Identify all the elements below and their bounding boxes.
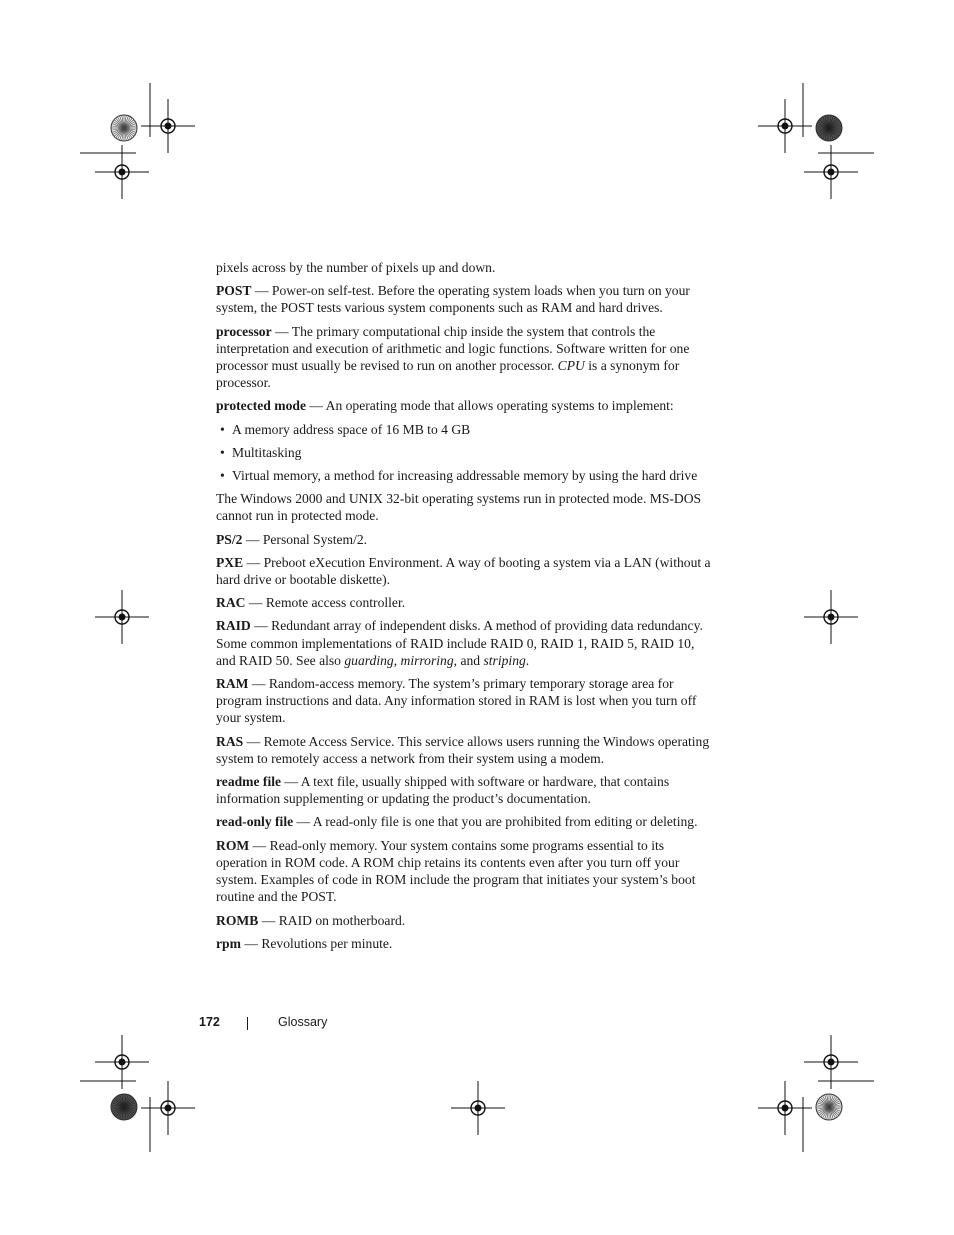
color-target-icon: [111, 1094, 137, 1120]
crosshair-icon: [758, 1081, 812, 1135]
term-post: POST: [216, 283, 252, 299]
separator-text: , and: [453, 652, 484, 668]
definition-rpm: — Revolutions per minute.: [240, 935, 393, 951]
footer-divider: [247, 1017, 248, 1030]
definition-protected-mode: — An operating mode that allows operating systems to implement:: [305, 398, 674, 414]
bullet-icon: •: [220, 421, 225, 437]
entry-ps2: [216, 531, 716, 548]
crosshair-icon: [141, 1081, 195, 1135]
definition-processor-end: is a synonym for processor.: [216, 358, 680, 391]
color-target-icon: [816, 115, 842, 141]
entry-rac: [216, 594, 716, 611]
page-number: 172: [199, 1015, 220, 1029]
entry-post: [216, 282, 716, 316]
definition-read-only-file: — A read-only file is one that you are prohibited from editing or deleting.: [293, 814, 698, 830]
entry-rpm: [216, 935, 716, 952]
crosshair-icon: [141, 99, 195, 153]
separator-text: ,: [393, 652, 401, 668]
term-ps2: PS/2: [216, 531, 243, 547]
entry-protected-mode: [216, 397, 716, 414]
term-protected-mode: protected mode: [216, 398, 306, 414]
definition-readme-file: — A text file, usually shipped with software or hardware, that contains information supplementing or updating the product’s documentation.: [216, 774, 670, 807]
definition-rac: — Remote access controller.: [245, 595, 406, 611]
definition-processor: — The primary computational chip inside the system that controls the interpretation and execution of arithmetic and logic functions. Software written for one processor must usually be revised to run on another processor.: [216, 323, 690, 374]
glossary-body: [216, 259, 716, 958]
crosshair-icon: [95, 590, 149, 644]
color-target-icon: [816, 1094, 842, 1120]
entry-pxe: [216, 554, 716, 588]
list-item: [216, 444, 716, 461]
list-item: [216, 467, 716, 484]
term-read-only-file: read-only file: [216, 814, 294, 830]
protected-mode-note: The Windows 2000 and UNIX 32-bit operating systems run in protected mode. MS-DOS cannot run in protected mode.: [216, 491, 702, 524]
list-item-text: A memory address space of 16 MB to 4 GB: [232, 421, 471, 437]
separator-text: .: [525, 652, 530, 668]
term-pxe: PXE: [216, 554, 244, 570]
italic-mirroring: mirroring: [400, 652, 454, 668]
bullet-icon: •: [220, 444, 225, 460]
intro-text: pixels across by the number of pixels up and down.: [216, 260, 496, 275]
term-processor: processor: [216, 323, 272, 339]
definition-rom: — Read-only memory. Your system contains some programs essential to its operation in ROM code. A ROM chip retains its contents even after you turn off your system. Examples of code in ROM include the program that initiates your system’s boot routine and the POST.: [216, 837, 696, 905]
definition-pxe: — Preboot eXecution Environment. A way of booting a system via a LAN (without a hard drive or bootable diskette).: [216, 554, 711, 588]
italic-guarding: guarding: [344, 652, 394, 668]
entry-readme-file: [216, 773, 716, 807]
crosshair-icon: [451, 1081, 505, 1135]
list-item: [216, 421, 716, 438]
color-target-icon: [111, 115, 137, 141]
entry-rom: [216, 837, 716, 906]
definition-post: — Power-on self-test. Before the operating system loads when you turn on your system, the POST tests various system components such as RAM and hard drives.: [216, 283, 690, 316]
term-romb: ROMB: [216, 912, 259, 928]
term-rac: RAC: [216, 595, 246, 611]
term-ram: RAM: [216, 676, 249, 692]
crosshair-icon: [804, 590, 858, 644]
section-name: Glossary: [278, 1015, 328, 1029]
italic-cpu: CPU: [557, 358, 585, 374]
definition-ras: — Remote Access Service. This service allows users running the Windows operating system to remotely access a network from their system using a modem.: [216, 733, 710, 766]
definition-ram: — Random-access memory. The system’s primary temporary storage area for program instructions and data. Any information stored in RAM is lost when you turn off your system.: [216, 676, 697, 726]
protected-mode-list: [216, 421, 716, 485]
italic-striping: striping: [483, 652, 526, 668]
entry-read-only-file: [216, 813, 716, 830]
entry-raid: [216, 617, 716, 669]
entry-ras: [216, 733, 716, 767]
term-readme-file: readme file: [216, 774, 282, 790]
list-item-text: Virtual memory, a method for increasing addressable memory by using the hard drive: [232, 468, 698, 484]
definition-raid: — Redundant array of independent disks. A method of providing data redundancy. Some common implementations of RAID include RAID 0, RAID 1, RAID 5, RAID 10, and RAID 50. See also: [216, 618, 703, 668]
bullet-icon: •: [220, 468, 225, 484]
term-rpm: rpm: [216, 935, 241, 951]
term-ras: RAS: [216, 733, 244, 749]
entry-processor: [216, 323, 716, 392]
definition-romb: — RAID on motherboard.: [258, 912, 406, 928]
term-rom: ROM: [216, 837, 250, 853]
definition-ps2: — Personal System/2.: [242, 531, 368, 547]
list-item-text: Multitasking: [232, 444, 302, 460]
term-raid: RAID: [216, 618, 251, 634]
crosshair-icon: [758, 99, 812, 153]
entry-ram: [216, 675, 716, 727]
entry-romb: [216, 912, 716, 929]
